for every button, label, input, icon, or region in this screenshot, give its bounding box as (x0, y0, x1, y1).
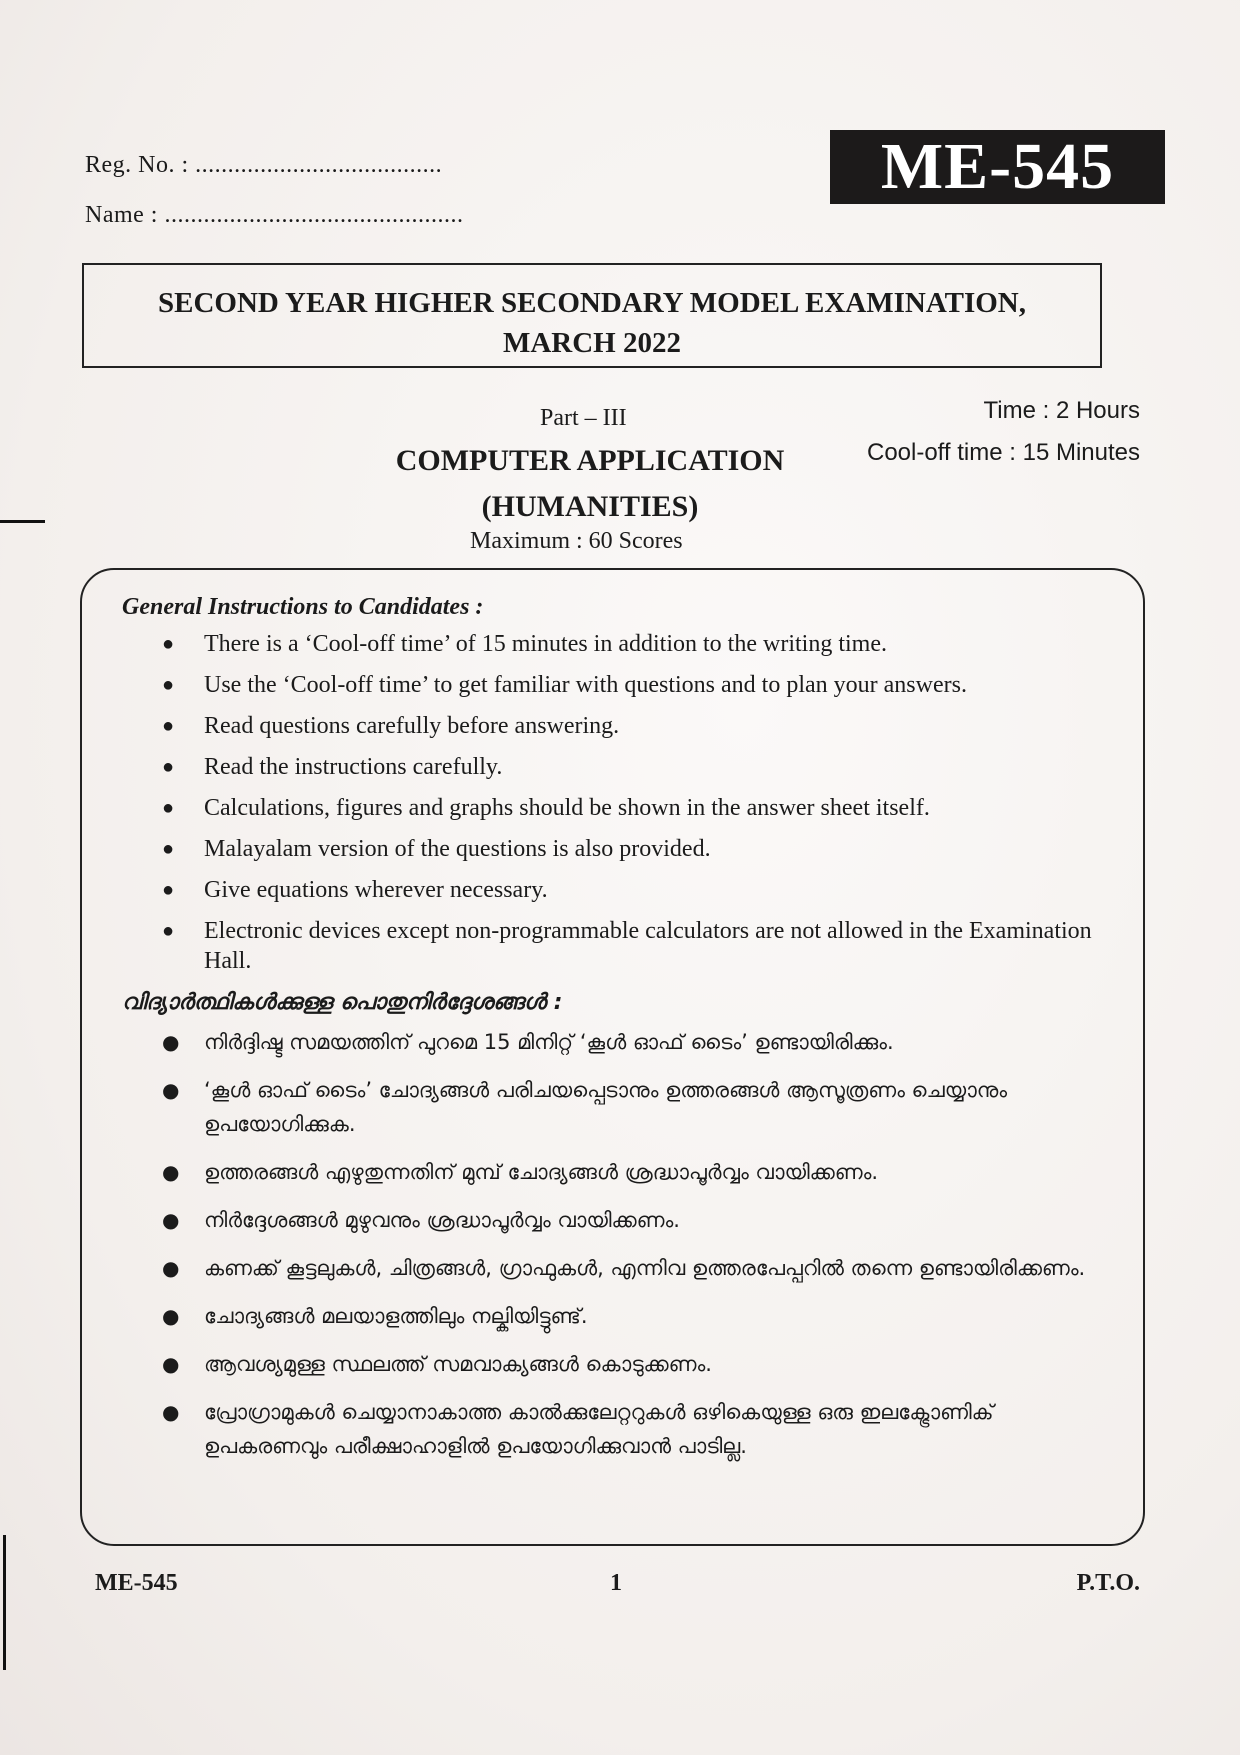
pto-label: P.T.O. (1076, 1570, 1140, 1596)
ml-instructions-heading: വിദ്യാർത്ഥികൾക്കുള്ള പൊതുനിർദ്ദേശങ്ങൾ : (122, 990, 563, 1015)
bullet-icon: ● (162, 1078, 180, 1102)
name-field: Name : .............................................. (85, 202, 464, 228)
bullet-icon: ● (162, 633, 175, 655)
bullet-icon: ● (162, 1256, 180, 1280)
bullet-icon: ● (162, 920, 175, 942)
reg-no-field: Reg. No. : ...................................... (85, 152, 443, 178)
paper-code-badge: ME-545 (830, 130, 1165, 204)
bullet-icon: ● (162, 1352, 180, 1376)
bullet-icon: ● (162, 756, 175, 778)
page-number: 1 (610, 1570, 622, 1596)
list-item: ● Use the ‘Cool-off time’ to get familiar with questions and to plan your answers. (162, 672, 967, 698)
exam-title-box (82, 263, 1102, 368)
time-info (867, 390, 1140, 474)
exam-title-line1: SECOND YEAR HIGHER SECONDARY MODEL EXAMINATION, (158, 287, 1026, 319)
list-item: ● കണക്ക് കൂട്ടലുകൾ, ചിത്രങ്ങൾ, ഗ്രാഫുകൾ, എന്നിവ ഉത്തരപേപ്പറിൽ തന്നെ ഉണ്ടായിരിക്കണം. (162, 1251, 1103, 1285)
exam-title-line2: MARCH 2022 (502, 327, 681, 359)
list-item: ● Give equations wherever necessary. (162, 877, 548, 903)
list-item: ● നിർദ്ദിഷ്ട സമയത്തിന് പുറമെ 15 മിനിറ്റ് ‘കൂൾ ഓഫ് ടൈം’ ഉണ്ടായിരിക്കും. (162, 1025, 1103, 1059)
bullet-icon: ● (162, 1160, 180, 1184)
bullet-icon: ● (162, 1400, 180, 1424)
bullet-icon: ● (162, 797, 175, 819)
margin-mark (0, 520, 45, 523)
cool-off-time: Cool-off time : 15 Minutes (866, 439, 1140, 466)
subject-stream: (HUMANITIES) (481, 490, 699, 523)
time-duration: Time : 2 Hours (983, 397, 1140, 424)
margin-mark-vertical (3, 1535, 6, 1670)
list-item: ● ആവശ്യമുള്ള സ്ഥലത്ത് സമവാക്യങ്ങൾ കൊടുക്കണം. (162, 1347, 1103, 1381)
subject-name: COMPUTER APPLICATION (395, 444, 785, 477)
list-item: ● Electronic devices except non-programmable calculators are not allowed in the Examination Hall. (162, 918, 1092, 974)
footer-code: ME-545 (95, 1570, 178, 1596)
list-item: ● Malayalam version of the questions is also provided. (162, 836, 711, 862)
part-label: Part – III (540, 405, 627, 431)
bullet-icon: ● (162, 838, 175, 860)
list-item: ● പ്രോഗ്രാമുകൾ ചെയ്യാനാകാത്ത കാൽക്കുലേറ്ററുകൾ ഒഴികെയുള്ള ഒരു ഇലക്ട്രോണിക് ഉപകരണവും പരീക്ഷാഹാളിൽ ഉപയോഗിക്കുവാൻ പാടില്ല. (162, 1395, 1103, 1463)
bullet-icon: ● (162, 1304, 180, 1328)
bullet-icon: ● (162, 1208, 180, 1232)
ml-instructions-list (122, 1025, 1103, 1463)
list-item: ● Read the instructions carefully. (162, 754, 503, 780)
list-item: ● ഉത്തരങ്ങൾ എഴുതുന്നതിന് മുമ്പ് ചോദ്യങ്ങൾ ശ്രദ്ധാപൂർവ്വം വായിക്കണം. (162, 1155, 1103, 1189)
bullet-icon: ● (162, 674, 175, 696)
list-item: ● ചോദ്യങ്ങൾ മലയാളത്തിലും നല്കിയിട്ടുണ്ട്. (162, 1299, 1103, 1333)
bullet-icon: ● (162, 1030, 180, 1054)
list-item: ● ‘കൂൾ ഓഫ് ടൈം’ ചോദ്യങ്ങൾ പരിചയപ്പെടാനും ഉത്തരങ്ങൾ ആസൂത്രണം ചെയ്യാനും ഉപയോഗിക്കുക. (162, 1073, 1103, 1141)
list-item: ● നിർദ്ദേശങ്ങൾ മുഴുവനും ശ്രദ്ധാപൂർവ്വം വായിക്കണം. (162, 1203, 1103, 1237)
subject-title (380, 438, 800, 530)
list-item: ● There is a ‘Cool-off time’ of 15 minutes in addition to the writing time. (162, 631, 887, 657)
instructions-list (122, 629, 1103, 976)
list-item: ● Read questions carefully before answering. (162, 713, 620, 739)
maximum-scores: Maximum : 60 Scores (470, 528, 683, 554)
instructions-box (80, 568, 1145, 1546)
bullet-icon: ● (162, 879, 175, 901)
bullet-icon: ● (162, 715, 175, 737)
instructions-heading: General Instructions to Candidates : (122, 594, 484, 620)
list-item: ● Calculations, figures and graphs should be shown in the answer sheet itself. (162, 795, 930, 821)
